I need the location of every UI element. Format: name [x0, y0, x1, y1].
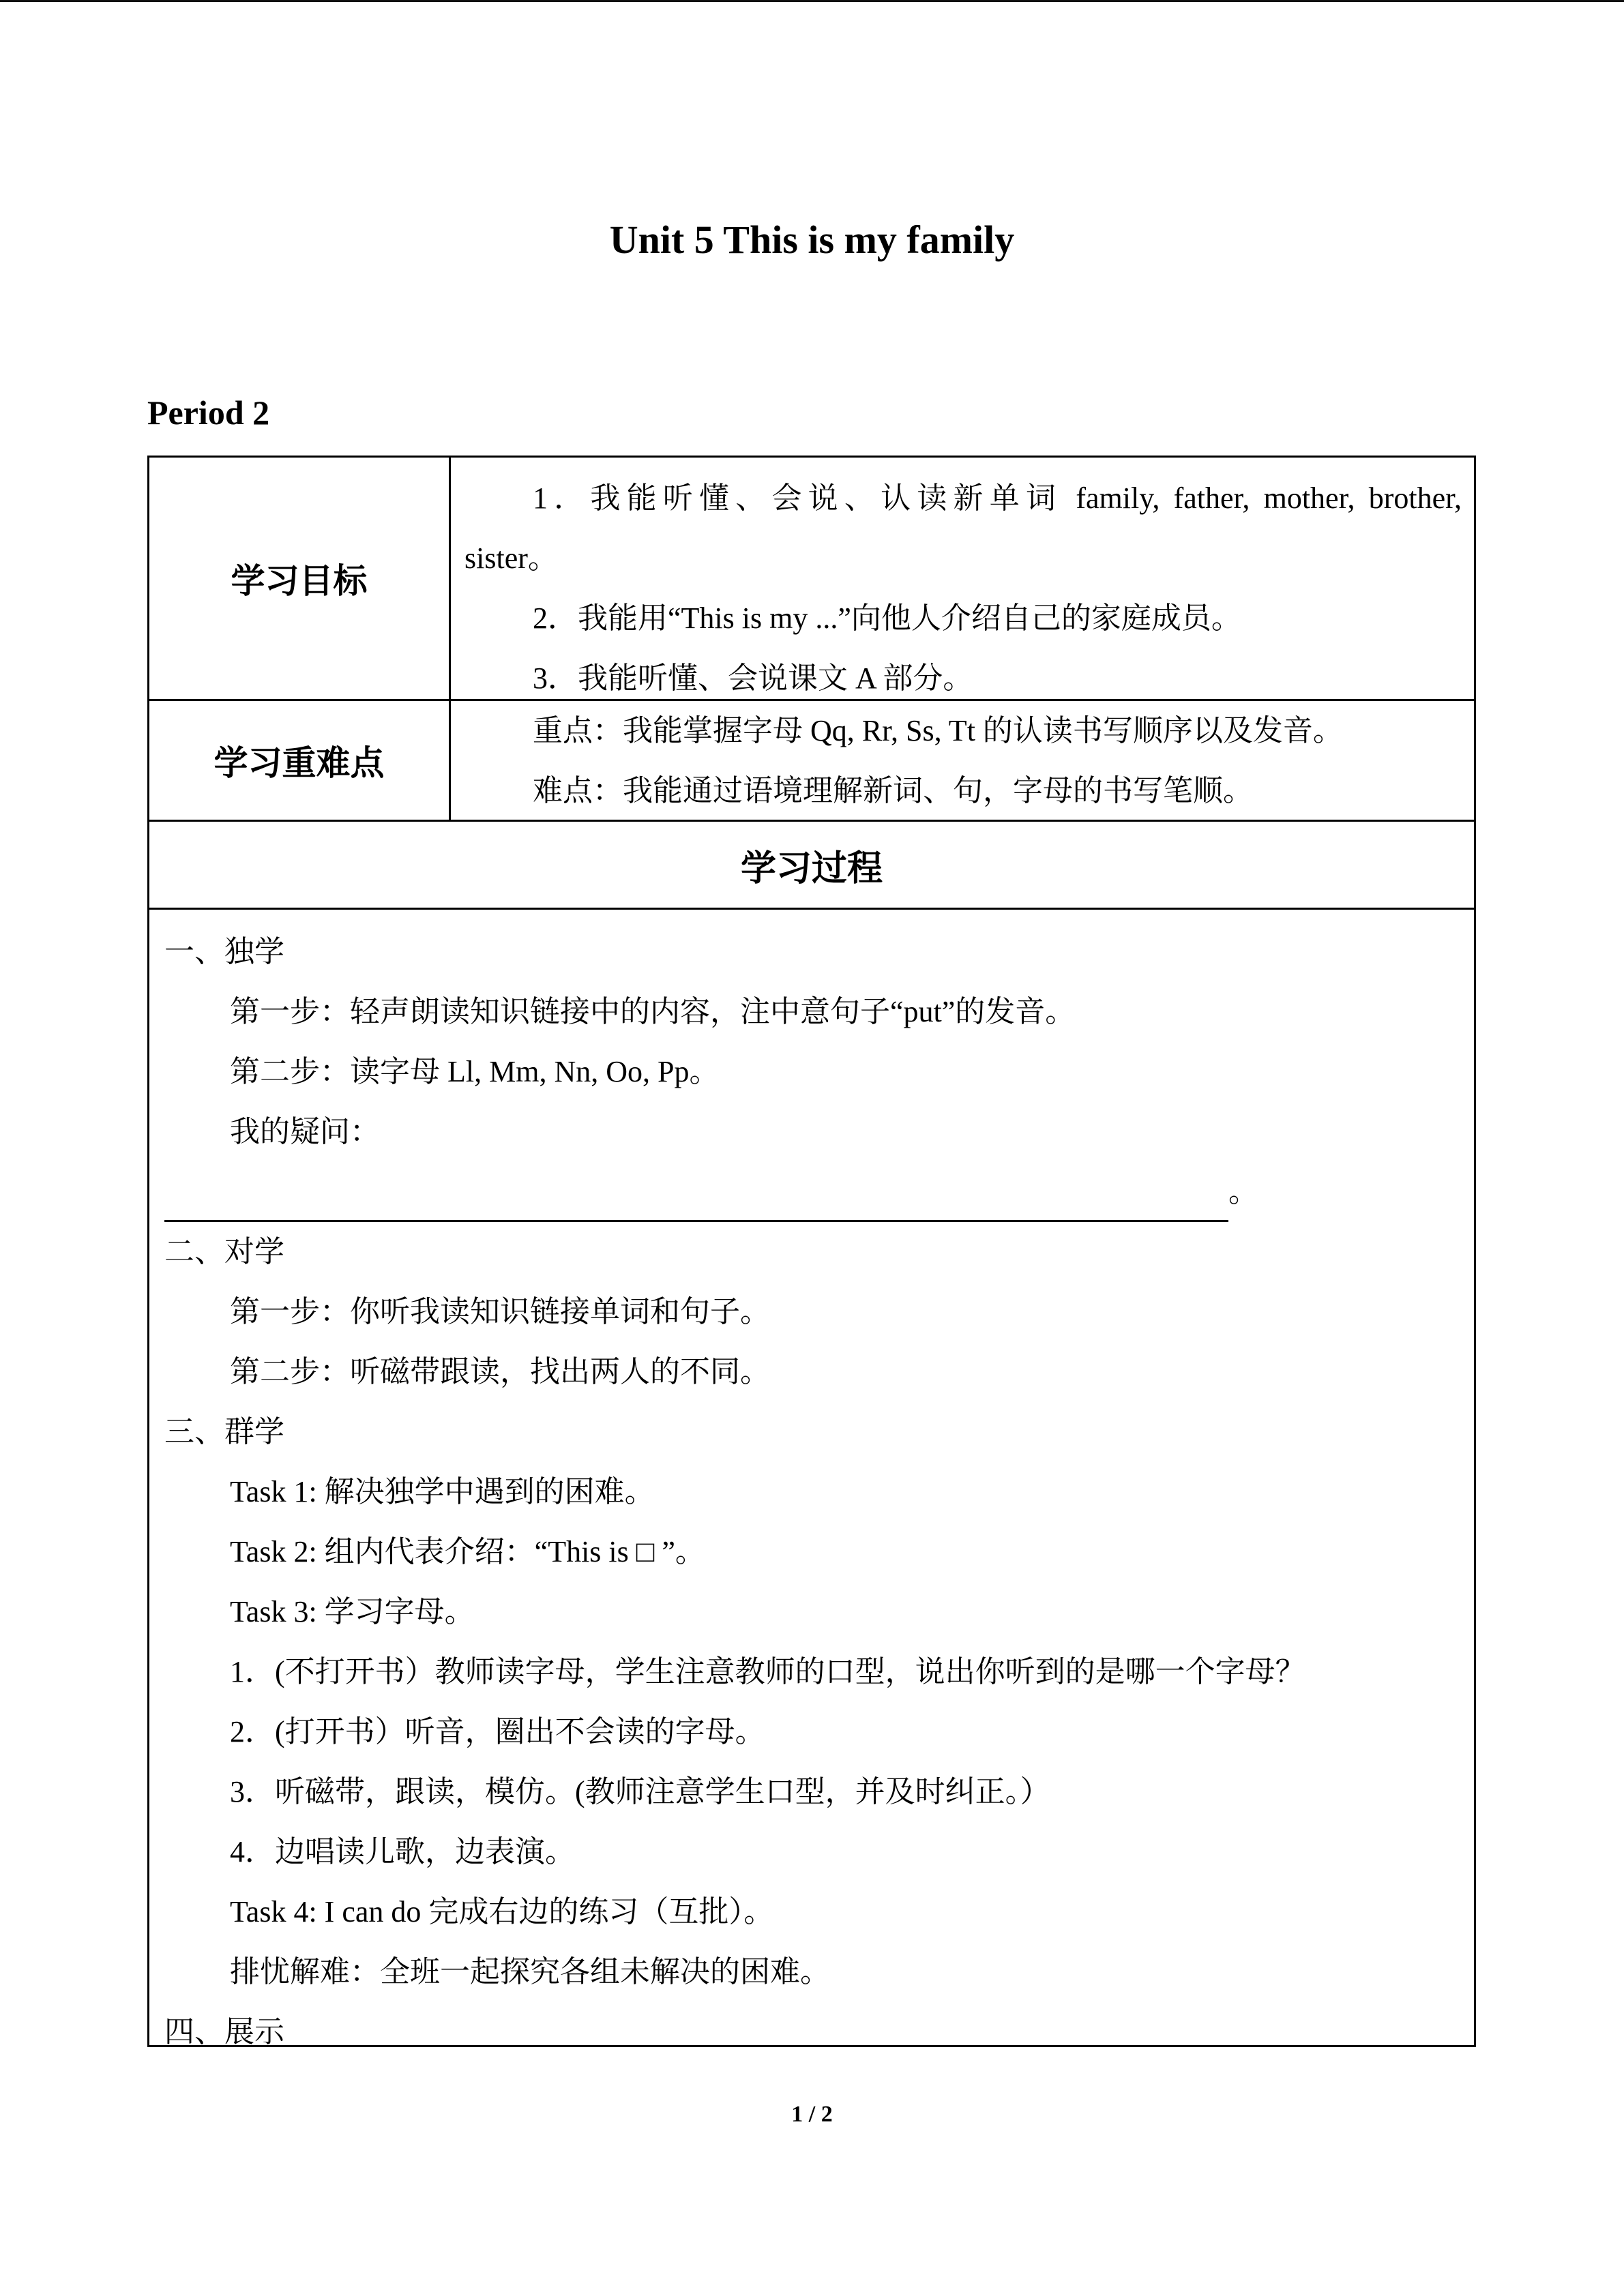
problem-solving: 排忧解难：全班一起探究各组未解决的困难。: [230, 1955, 830, 1988]
s2-step-2: 第二步：听磁带跟读，找出两人的不同。: [230, 1355, 770, 1388]
section-group-study: 三、群学: [164, 1415, 284, 1448]
answer-line-end: 。: [1228, 1175, 1258, 1208]
objectives-label: 学习目标: [149, 458, 451, 699]
objective-1: 1．我能听懂、会说、认读新单词 family, father, mother, brother,: [533, 481, 1462, 515]
task-3-item-1: 1．(不打开书）教师读字母，学生注意教师的口型，说出你听到的是哪一个字母？: [230, 1655, 1305, 1688]
key-points-label: 学习重难点: [149, 701, 451, 820]
process-content: [164, 922, 1459, 2062]
question-answer-line[interactable]: [164, 1162, 1459, 1222]
task-3-item-4: 4．边唱读儿歌，边表演。: [230, 1835, 575, 1868]
task-4: Task 4: I can do 完成右边的练习（互批）。: [230, 1895, 774, 1928]
task-2: Task 2: 组内代表介绍：“This is □ ”。: [230, 1535, 705, 1568]
task-3-item-3: 3．听磁带，跟读，模仿。(教师注意学生口型，并及时纠正。）: [230, 1775, 1050, 1808]
s2-step-1: 第一步：你听我读知识链接单词和句子。: [230, 1295, 770, 1328]
document-title: Unit 5 This is my family: [609, 218, 1015, 262]
page-top-border: [0, 0, 1624, 2]
process-heading-row: [149, 822, 1474, 910]
objective-1-continuation: sister。: [464, 541, 558, 575]
task-3: Task 3: 学习字母。: [230, 1595, 475, 1628]
process-heading: 学习过程: [740, 848, 883, 889]
section-presentation: 四、展示: [164, 2015, 284, 2048]
objectives-content: [451, 458, 1474, 699]
task-1: Task 1: 解决独学中遇到的困难。: [230, 1475, 655, 1508]
key-points-content: [451, 701, 1474, 820]
focus-point: 重点：我能掌握字母 Qq, Rr, Ss, Tt 的认读书写顺序以及发音。: [533, 714, 1343, 747]
section-independent-study: 一、独学: [164, 935, 284, 968]
key-points-row: [149, 701, 1474, 822]
task-3-item-2: 2．(打开书）听音，圈出不会读的字母。: [230, 1715, 765, 1748]
lesson-table: [147, 456, 1476, 2047]
objective-2: 2．我能用“This is my ...”向他人介绍自己的家庭成员。: [533, 601, 1241, 635]
s1-step-1: 第一步：轻声朗读知识链接中的内容，注中意句子“put”的发音。: [230, 995, 1076, 1028]
my-question-label: 我的疑问：: [230, 1115, 380, 1148]
page-number: 1 / 2: [791, 2102, 833, 2127]
process-row: [149, 910, 1474, 2048]
answer-underline: [164, 1195, 1228, 1222]
objective-3: 3．我能听懂、会说课文 A 部分。: [533, 661, 973, 695]
s1-step-2: 第二步：读字母 Ll, Mm, Nn, Oo, Pp。: [230, 1055, 720, 1088]
section-pair-study: 二、对学: [164, 1235, 284, 1268]
period-heading: Period 2: [147, 393, 270, 432]
difficulty-point: 难点：我能通过语境理解新词、句，字母的书写笔顺。: [533, 774, 1253, 807]
objectives-row: [149, 458, 1474, 701]
